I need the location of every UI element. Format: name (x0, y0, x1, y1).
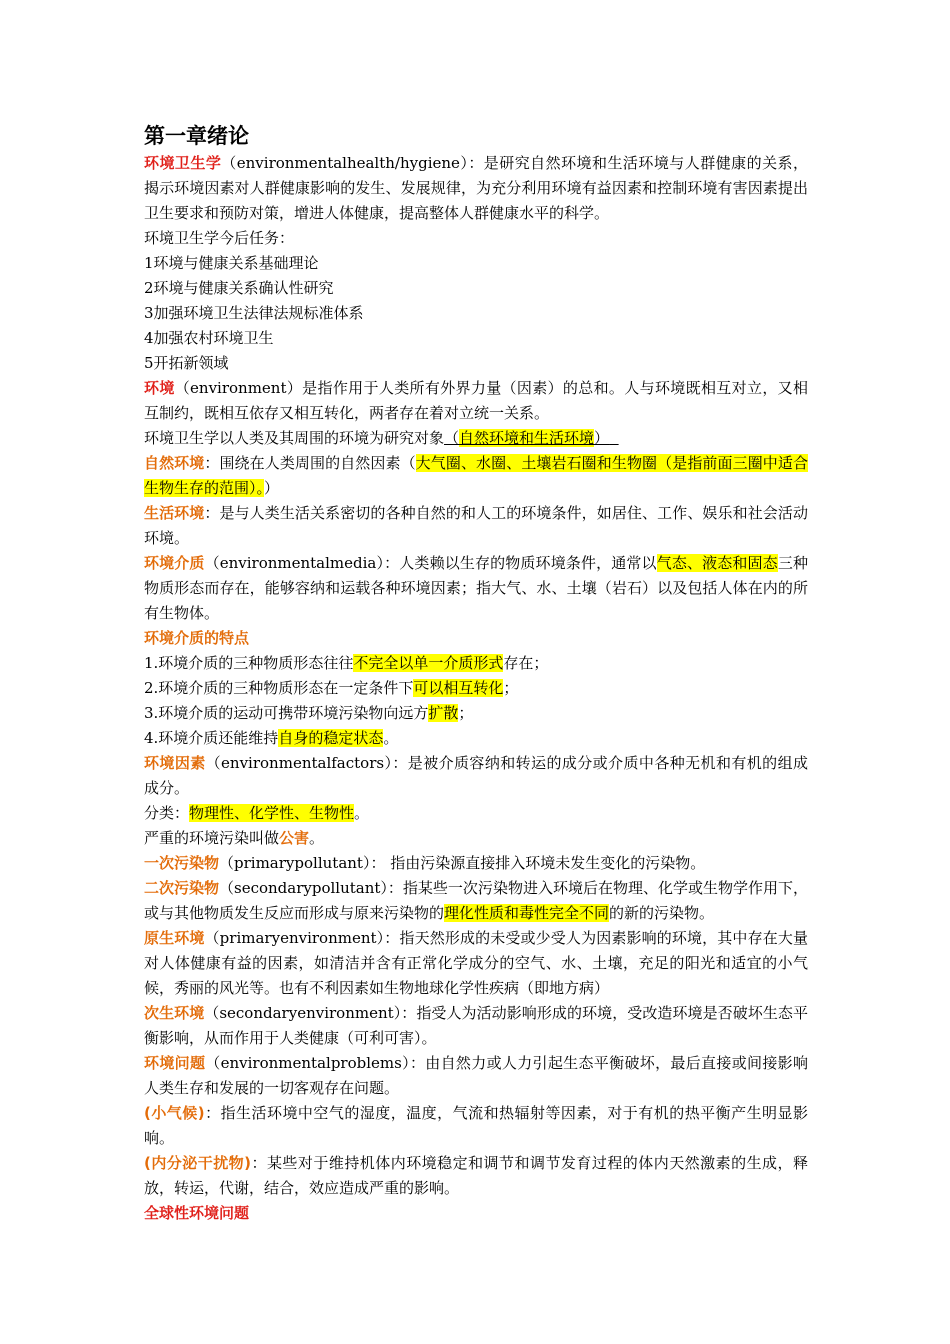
chapter-title: 第一章绪论 (144, 124, 249, 148)
definition-microclimate (144, 1101, 808, 1151)
term-secondary-pollutant: 二次污染物 (144, 879, 220, 897)
definition-text: （primaryenvironment）：指天然形成的未受或少受人为因素影响的环境，其中存在大量对人体健康有益的因素，如清洁并含有正常化学成分的空气、水、土壤，充足的阳光和适宜的小气候，秀丽的风光等。也有不利因素如生物地球化学性疾病（即地方病） (144, 929, 808, 997)
task-item: 4加强农村环境卫生 (144, 329, 274, 347)
highlight-three-states: 气态、液态和固态 (656, 554, 778, 572)
definition-text: ：是与人类生活关系密切的各种自然的和人工的环境条件，如居住、工作、娱乐和社会活动环境。 (144, 504, 808, 547)
classification-label: 分类： (144, 804, 190, 822)
highlight-natural-living-env: 自然环境和生活环境 (459, 429, 595, 447)
public-hazard-text: 严重的环境污染叫做 (144, 829, 280, 847)
term-natural-environment: 自然环境 (144, 454, 205, 472)
tasks-heading: 环境卫生学今后任务： (144, 229, 295, 247)
definition-text: （environmentalhealth/hygiene）：是研究自然环境和生活环境与人群健康的关系，揭示环境因素对人群健康影响的发生、发展规律，为充分利用环境有益因素和控制环境有害因素提出卫生要求和预防对策，增进人体健康，提高整体人群健康水平的科学。 (144, 154, 808, 222)
feature-text-end: ； (458, 704, 474, 722)
definition-text: （secondaryenvironment）：指受人为活动影响形成的环境，受改造环境是否破坏生态平衡影响，从而作用于人类健康（可利可害）。 (144, 1004, 808, 1047)
feature-text: 1.环境介质的三种物质形态往往 (144, 654, 354, 672)
definition-text: （environment）是指作用于人类所有外界力量（因素）的总和。人与环境既相互对立，又相互制约，既相互依存又相互转化，两者存在着对立统一关系。 (144, 379, 808, 422)
definition-text: （primarypollutant）： 指由污染源直接排入环境未发生变化的污染物。 (219, 854, 706, 872)
definition-text: （environmentalfactors）：是被介质容纳和转运的成分或介质中各种无机和有机的组成成分。 (144, 754, 808, 797)
media-feature-item (144, 651, 808, 676)
definition-endocrine-disruptor (144, 1151, 808, 1201)
definition-tail: ） (264, 479, 280, 497)
task-item: 3加强环境卫生法律法规标准体系 (144, 304, 364, 322)
feature-text: 4.环境介质还能维持 (144, 729, 279, 747)
definition-text-cont: 的新的污染物。 (609, 904, 715, 922)
media-feature-item (144, 701, 808, 726)
classification-end: 。 (354, 804, 370, 822)
definition-text: ：围绕在人类周围的自然因素（ (204, 454, 416, 472)
definition-primary-pollutant (144, 851, 808, 876)
public-hazard-end: 。 (309, 829, 325, 847)
term-endocrine-disruptor: (内分泌干扰物) (144, 1154, 252, 1172)
feature-highlight: 可以相互转化 (413, 679, 504, 697)
definition-text: ：指生活环境中空气的湿度，温度，气流和热辐射等因素，对于有机的热平衡产生明显影响。 (144, 1104, 808, 1147)
definition-secondary-environment (144, 1001, 808, 1051)
media-feature-item (144, 676, 808, 701)
feature-highlight: 不完全以单一介质形式 (353, 654, 504, 672)
term-environmental-problems: 环境问题 (144, 1054, 206, 1072)
classification-highlight: 物理性、化学性、生物性 (189, 804, 355, 822)
task-item: 1环境与健康关系基础理论 (144, 254, 319, 272)
feature-highlight: 自身的稳定状态 (278, 729, 384, 747)
definition-environmental-factors (144, 751, 808, 801)
feature-text-end: 。 (383, 729, 399, 747)
term-microclimate: (小气候) (144, 1104, 205, 1122)
media-feature-item (144, 726, 808, 751)
term-living-environment: 生活环境 (144, 504, 205, 522)
feature-text-end: 存在； (503, 654, 549, 672)
term-secondary-environment: 次生环境 (144, 1004, 205, 1022)
task-item: 5开拓新领域 (144, 354, 229, 372)
term-primary-pollutant: 一次污染物 (144, 854, 220, 872)
definition-text: （environmentalproblems）：由自然力或人力引起生态平衡破坏，最后直接或间接影响人类生存和发展的一切客观存在问题。 (144, 1054, 808, 1097)
definition-text: （environmentalmedia）：人类赖以生存的物质环境条件，通常以 (204, 554, 657, 572)
classification (144, 801, 808, 826)
term-environmental-hygiene: 环境卫生学 (144, 154, 222, 172)
term-primary-environment: 原生环境 (144, 929, 205, 947)
definition-text: （secondarypollutant）：指某些一次污染物进入环境后在物理、化学或生物学作用下，或与其他物质发生反应而形成与原来污染物的 (144, 879, 808, 922)
term-environmental-media: 环境介质 (144, 554, 205, 572)
definition-primary-environment (144, 926, 808, 1001)
research-object (144, 426, 808, 451)
feature-highlight: 扩散 (428, 704, 459, 722)
definition-environmental-problems (144, 1051, 808, 1101)
document-body (144, 121, 808, 1226)
paren-open: （ (444, 429, 460, 447)
term-environmental-factors: 环境因素 (144, 754, 206, 772)
feature-text: 2.环境介质的三种物质形态在一定条件下 (144, 679, 414, 697)
definition-environmental-media (144, 551, 808, 626)
definition-text-cont: 三种物质形态而存在，能够容纳和运载各种环境因素；指大气、水、土壤（岩石）以及包括人体在内的所有生物体。 (144, 554, 808, 622)
definition-natural-environment (144, 451, 808, 501)
research-object-text: 环境卫生学以人类及其周围的环境为研究对象 (144, 429, 445, 447)
term-public-hazard: 公害 (279, 829, 310, 847)
task-item: 2环境与健康关系确认性研究 (144, 279, 334, 297)
global-issues-heading: 全球性环境问题 (144, 1204, 250, 1222)
public-hazard (144, 826, 808, 851)
definition-environment (144, 376, 808, 426)
term-environment: 环境 (144, 379, 175, 397)
definition-secondary-pollutant (144, 876, 808, 926)
highlight-spheres: 大气圈、水圈、土壤岩石圈和生物圈（是指前面三圈中适合生物生存的范围）。 (144, 454, 808, 497)
highlight-different-properties: 理化性质和毒性完全不同 (444, 904, 610, 922)
feature-text-end: ； (503, 679, 519, 697)
media-features-heading: 环境介质的特点 (144, 629, 250, 647)
paren-close: ） (594, 429, 610, 447)
definition-living-environment (144, 501, 808, 551)
feature-text: 3.环境介质的运动可携带环境污染物向远方 (144, 704, 429, 722)
definition-environmental-hygiene (144, 151, 808, 226)
definition-text: ：某些对于维持机体内环境稳定和调节和调节发育过程的体内天然激素的生成，释放，转运，代谢，结合，效应造成严重的影响。 (144, 1154, 808, 1197)
research-object-underlined (444, 429, 619, 447)
